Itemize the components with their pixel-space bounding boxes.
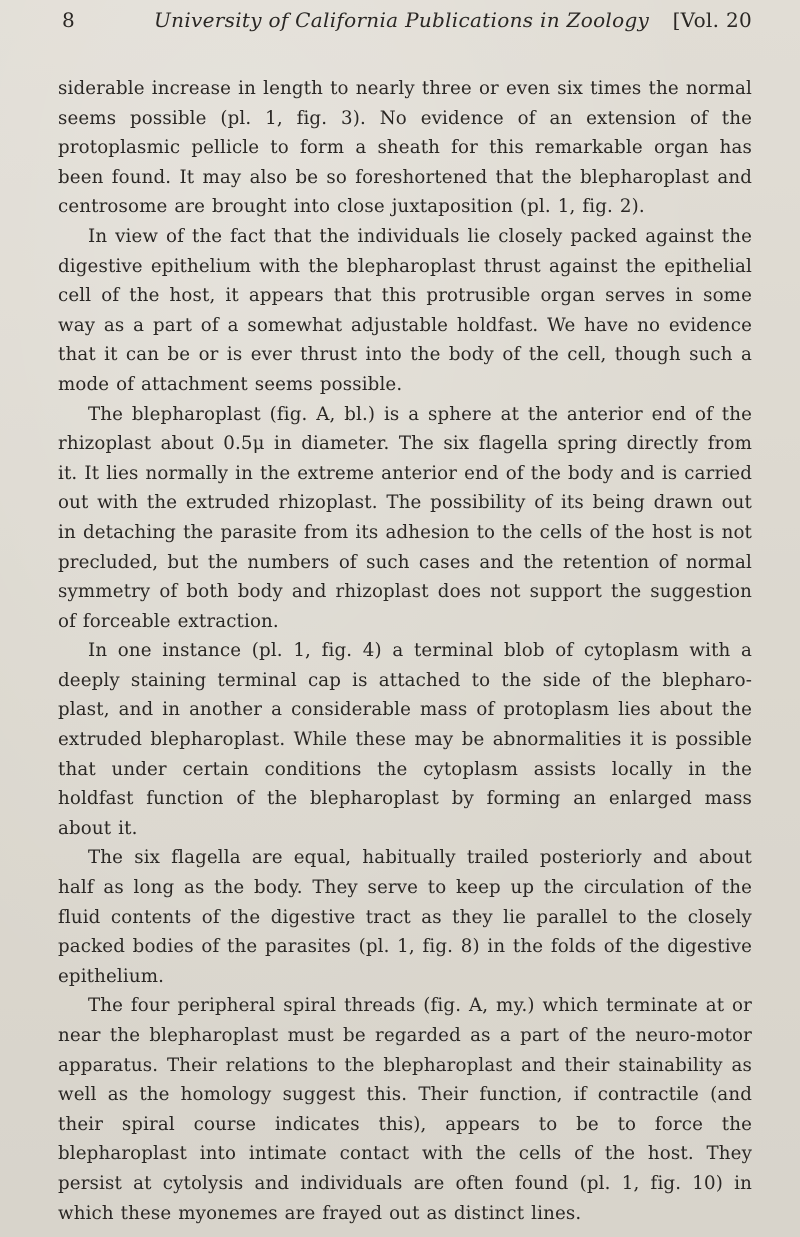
paragraph: The four peripheral spiral threads (fig. A, my.) which terminate at or near the blepharoplast must be regarded as a part of the neuro-motor apparatus. Their relations to the blepharoplast and their stainability as well as the homology suggest this. Their function, if contractile (and their spiral course indicates this), appears to be to force the blepharoplast into intimate contact with the cells of the host. They persist at cytolysis and individuals are often found (pl. 1, fig. 10) in which these myonemes are frayed out as distinct lines. <box>58 995 752 1224</box>
volume-label: [Vol. 20 <box>672 8 752 32</box>
running-head <box>58 8 752 52</box>
paragraph: siderable increase in length to nearly three or even six times the normal seems possible (pl. 1, fig. 3). No evidence of an extension of the protoplasmic pellicle to form a sheath for this remarkable organ has been found. It may also be so foreshortened that the blepharoplast and centrosome are brought into close juxtaposition (pl. 1, fig. 2). <box>58 78 752 218</box>
paragraph: The six flagella are equal, habitually trailed posteriorly and about half as long as the body. They serve to keep up the circulation of the fluid contents of the digestive tract as they lie parallel to the closely packed bodies of the parasites (pl. 1, fig. 8) in the folds of the digestive epithelium. <box>58 847 752 987</box>
body-text <box>58 74 752 1228</box>
page-number: 8 <box>62 8 76 32</box>
series-title: University of California Publications in Zoology <box>154 8 650 32</box>
paragraph: The blepharoplast (fig. A, bl.) is a sphere at the anterior end of the rhizoplast about 0.5μ in diameter. The six flagella spring directly from it. It lies normally in the extreme anterior end of the body and is carried out with the extruded rhizoplast. The possibility of its being drawn out in detaching the parasite from its adhesion to the cells of the host is not precluded, but the numbers of such cases and the retention of normal symmetry of both body and rhizoplast does not support the suggestion of forceable extraction. <box>58 403 752 632</box>
paragraph: In view of the fact that the individuals lie closely packed against the digestive epithelium with the blepharoplast thrust against the epithelial cell of the host, it appears that this protrusible organ serves in some way as a part of a somewhat adjustable holdfast. We have no evidence that it can be or is ever thrust into the body of the cell, though such a mode of attachment seems possible. <box>58 225 752 395</box>
paragraph: In one instance (pl. 1, fig. 4) a terminal blob of cytoplasm with a deeply staining terminal cap is attached to the side of the blepharo-plast, and in another a considerable mass of protoplasm lies about the extruded blepharoplast. While these may be abnormalities it is possible that under certain conditions the cytoplasm assists locally in the holdfast function of the blepharoplast by forming an enlarged mass about it. <box>58 640 752 839</box>
